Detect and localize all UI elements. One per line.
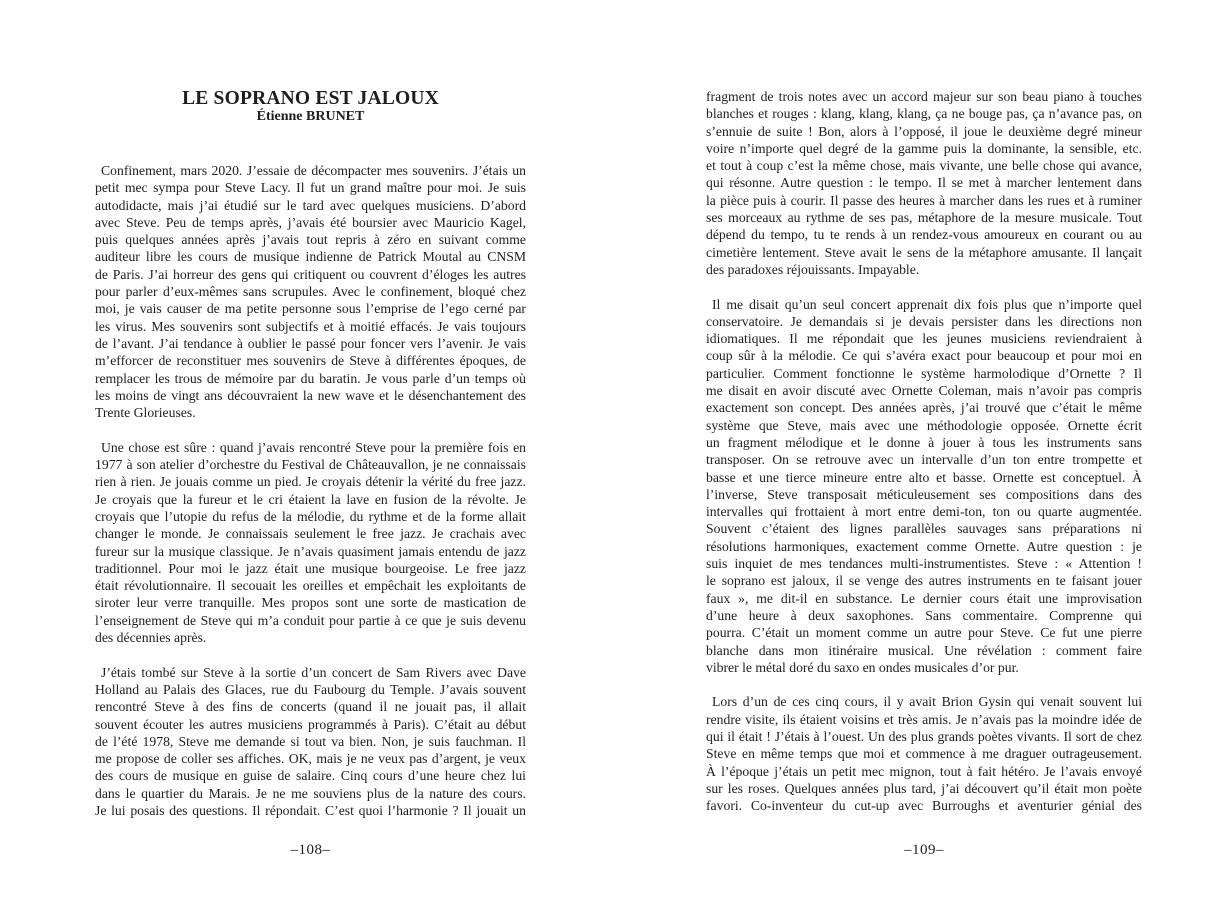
- text-line: Holland au Palais des Glaces, rue du Faubourg du Temple. J’avais souvent: [95, 681, 526, 697]
- text-line: fragment de trois notes avec un accord majeur sur son beau piano à touches: [706, 89, 1142, 104]
- text-line: idiomatiques. Il me répondait que les jeunes musiciens reviendraient à: [706, 331, 1142, 347]
- text-line: exactement son concept. Des années après, j’ai trouvé que c’était le même: [706, 400, 1142, 416]
- text-line: d’une heure à deux saxophones. Sans commentaire. Comprenne qui: [706, 607, 1142, 623]
- text-line: les moins de vingt ans découvraient la new wave et le désenchantement des: [95, 387, 526, 403]
- text-line: favori. Co-inventeur du cut-up avec Burroughs et aventurier génial des: [706, 798, 1142, 814]
- text-line: des paradoxes réjouissants. Impayable.: [706, 261, 920, 277]
- text-line: puis quelques années après j’avais tout repris à zéro en suivant comme: [95, 232, 526, 248]
- text-line: fureur sur la musique classique. Je n’avais quasiment jamais entendu de jazz: [95, 543, 526, 559]
- text-line: rendre visite, ils étaient voisins et très amis. Je n’avais pas la moindre idée de: [706, 711, 1142, 727]
- chapter-title: LE SOPRANO EST JALOUX: [182, 88, 439, 109]
- text-line: avec Steve. Peu de temps après, j’avais été boursier avec Mauricio Kagel,: [95, 214, 526, 230]
- text-line: Je croyais que la fureur et le cri étaient la lave en fusion de la révolte. Je: [95, 491, 526, 507]
- paragraph: [706, 296, 1142, 677]
- text-line: le soprano est jaloux, il se venge des autres instruments en te faisant jouer: [706, 573, 1142, 589]
- author-name: Étienne BRUNET: [256, 109, 365, 124]
- text-line: traditionnel. Pour moi le jazz était une musique bourgeoise. Le free jazz: [95, 560, 526, 576]
- text-line: de Paris. J’ai horreur des gens qui critiquent ou couvrent d’éloges les autres: [95, 266, 526, 282]
- text-line: blanche dans mon itinéraire musical. Une révélation : comment faire: [706, 642, 1142, 658]
- text-line: la pièce puis à courir. Il passe des heures à marcher dans les rues et à ruminer: [706, 192, 1142, 208]
- paragraph: [95, 664, 526, 820]
- left-page-body: [95, 162, 526, 837]
- text-line: qui résonne. Autre question : le tempo. Il se met à marcher lentement dans: [706, 175, 1142, 191]
- text-line: voire n’importe quel degré de la gamme puis la dominante, la sensible, etc.: [706, 140, 1142, 156]
- paragraph: [95, 162, 526, 421]
- text-line: petit mec sympa pour Steve Lacy. Il fut un grand maître pour moi. Je suis: [95, 180, 526, 196]
- right-page: [706, 0, 1142, 912]
- left-page: [95, 0, 526, 912]
- text-line: rien à rien. Je jouais comme un pied. Je croyais détenir la vérité du free jazz.: [95, 474, 526, 490]
- text-line: remplacer les trous de mémoire par du baratin. Je vous parle d’un temps où: [95, 370, 526, 386]
- text-line: ses morceaux au rythme de ses pas, métaphore de la mesure musicale. Tout: [706, 210, 1142, 226]
- text-line: s’ennuie de suite ! Bon, alors à l’opposé, il joue le deuxième degré mineur: [706, 123, 1142, 139]
- text-line: Je lui posais des questions. Il répondait. C’est quoi l’harmonie ? Il jouait un: [95, 802, 526, 818]
- text-line: Lors d’un de ces cinq cours, il y avait Brion Gysin qui venait souvent lui: [712, 694, 1142, 710]
- text-line: croyais que l’utopie du refus de la mélodie, du rythme et de la forme allait: [95, 508, 526, 524]
- paragraph: [95, 439, 526, 647]
- text-line: et tout à coup c’est la même chose, mais vivante, une belle chose qui avance,: [706, 158, 1142, 174]
- text-line: faux », me dit-il en substance. Le dernier cours était une improvisation: [706, 590, 1142, 606]
- text-line: résolutions harmoniques, exactement comme Ornette. Autre question : je: [706, 538, 1142, 554]
- text-line: conservatoire. Je demandais si je devais persister dans les directions non: [706, 313, 1142, 329]
- text-line: rencontré Steve à des fins de concerts (quand il ne jouait pas, il allait: [95, 699, 526, 715]
- text-line: autodidacte, mais j’ai étudié sur le tard avec quelques musiciens. D’abord: [95, 197, 526, 213]
- text-line: me disait en avoir discuté avec Ornette Coleman, mais n’avoir pas compris: [706, 383, 1142, 399]
- text-line: coup sûr à la mélodie. Ce qui s’avéra exact pour beaucoup et pour moi en: [706, 348, 1142, 364]
- text-line: l’enseignement de Steve qui m’a conduit pour partie à ce que je suis devenu: [95, 612, 526, 628]
- text-line: J’étais tombé sur Steve à la sortie d’un concert de Sam Rivers avec Dave: [101, 664, 526, 680]
- paragraph: [706, 88, 1142, 278]
- text-line: souvent écouter les autres musiciens programmés à Paris). C’était au début: [95, 716, 526, 732]
- text-line: Une chose est sûre : quand j’avais rencontré Steve pour la première fois en: [101, 439, 526, 455]
- text-line: vibrer le métal doré du saxo en ondes musicales d’or pur.: [706, 659, 1019, 675]
- page-number-right: –109–: [904, 842, 944, 858]
- text-line: qui il était ! J’étais à l’ouest. Un des plus grands poètes vivants. Il sort de chez: [706, 728, 1142, 744]
- text-line: Steve en même temps que moi et commence à me draguer outrageusement.: [706, 746, 1142, 762]
- text-line: transposer. On se retrouve avec un intervalle d’un ton entre trompette et: [706, 452, 1142, 468]
- text-line: intervalles qui frottaient à mort entre demi-ton, ton ou quarte augmentée.: [706, 504, 1142, 520]
- text-line: Trente Glorieuses.: [95, 405, 196, 421]
- text-line: les virus. Mes souvenirs sont subjectifs et à moitié effacés. Je vais toujours: [95, 318, 526, 334]
- text-line: Confinement, mars 2020. J’essaie de décompacter mes souvenirs. J’étais un: [101, 163, 526, 178]
- text-line: 1977 à son atelier d’orchestre du Festival de Châteauvallon, je ne connaissais: [95, 457, 526, 473]
- paragraph: [706, 693, 1142, 814]
- text-line: m’efforcer de reconstituer mes souvenirs de Steve à différentes époques, de: [95, 353, 526, 369]
- text-line: pourra. C’était un moment comme un autre pour Steve. Ce fut une pierre: [706, 625, 1142, 641]
- text-line: pour parler d’eux-mêmes sans scrupules. Avec le confinement, bloqué chez: [95, 284, 526, 300]
- text-line: changer le monde. Je connaissais seulement le free jazz. Je crachais avec: [95, 526, 526, 542]
- text-line: de l’avant. J’ai tendance à oublier le passé pour foncer vers l’avenir. Je vais: [95, 335, 526, 351]
- text-line: Il me disait qu’un seul concert apprenait dix fois plus que n’importe quel: [712, 296, 1142, 312]
- text-line: cimetière lentement. Steve avait le sens de la métaphore amusante. Il lançait: [706, 244, 1142, 260]
- text-line: moi, je vais causer de ma petite personne sous l’emprise de l’ego cerné par: [95, 301, 526, 317]
- text-line: des décennies après.: [95, 630, 207, 646]
- page-number-left: –108–: [290, 842, 331, 858]
- text-line: auditeur libre les cours de musique indienne de Patrick Moutal au CNSM: [95, 249, 526, 265]
- text-line: particulier. Comment fonctionne le système harmolodique d’Ornette ? Il: [706, 365, 1142, 381]
- text-line: un fragment mélodique et le donne à jouer à tous les instruments sans: [706, 434, 1142, 450]
- text-line: de l’été 1978, Steve me demande si tout va bien. Non, je suis fauchman. Il: [95, 733, 526, 749]
- right-page-body: [706, 88, 1142, 832]
- text-line: système que Steve, mais avec une méthodologie opposée. Ornette écrit: [706, 417, 1142, 433]
- text-line: était révolutionnaire. Il secouait les oreilles et empêchait les exploitants de: [95, 578, 526, 594]
- text-line: sur les roses. Quelques années plus tard, j’ai découvert qu’il était mon poète: [706, 780, 1142, 796]
- text-line: des cours de musique en guise de salaire. Cinq cours d’une heure chez lui: [95, 768, 526, 784]
- text-line: dans le quartier du Marais. Je ne me souviens plus de la nature des cours.: [95, 785, 526, 801]
- text-line: suis inquiet de mes tendances multi-instrumentistes. Steve : « Attention !: [706, 556, 1142, 572]
- text-line: siroter leur verre tranquille. Mes propos sont une sorte de mastication de: [95, 595, 526, 611]
- text-line: Souvent c’étaient des lignes parallèles sauvages sans préparations ni: [706, 521, 1142, 537]
- text-line: dépend du tempo, tu te rends à un rendez-vous amoureux en courant ou au: [706, 227, 1142, 243]
- text-line: blanches et rouges : klang, klang, klang, ça ne bouge pas, ça n’avance pas, on: [706, 106, 1142, 122]
- text-line: À l’époque j’étais un petit mec mignon, tout à fait hétéro. Je l’avais envoyé: [706, 763, 1142, 779]
- text-line: l’inverse, Steve transposait méticuleusement ses compositions dans des: [706, 486, 1142, 502]
- text-line: basse et une tierce mineure entre alto et basse. Ornette est conceptuel. À: [706, 469, 1142, 485]
- text-line: me propose de coller ses affiches. OK, mais je ne veux pas d’argent, je veux: [95, 751, 526, 767]
